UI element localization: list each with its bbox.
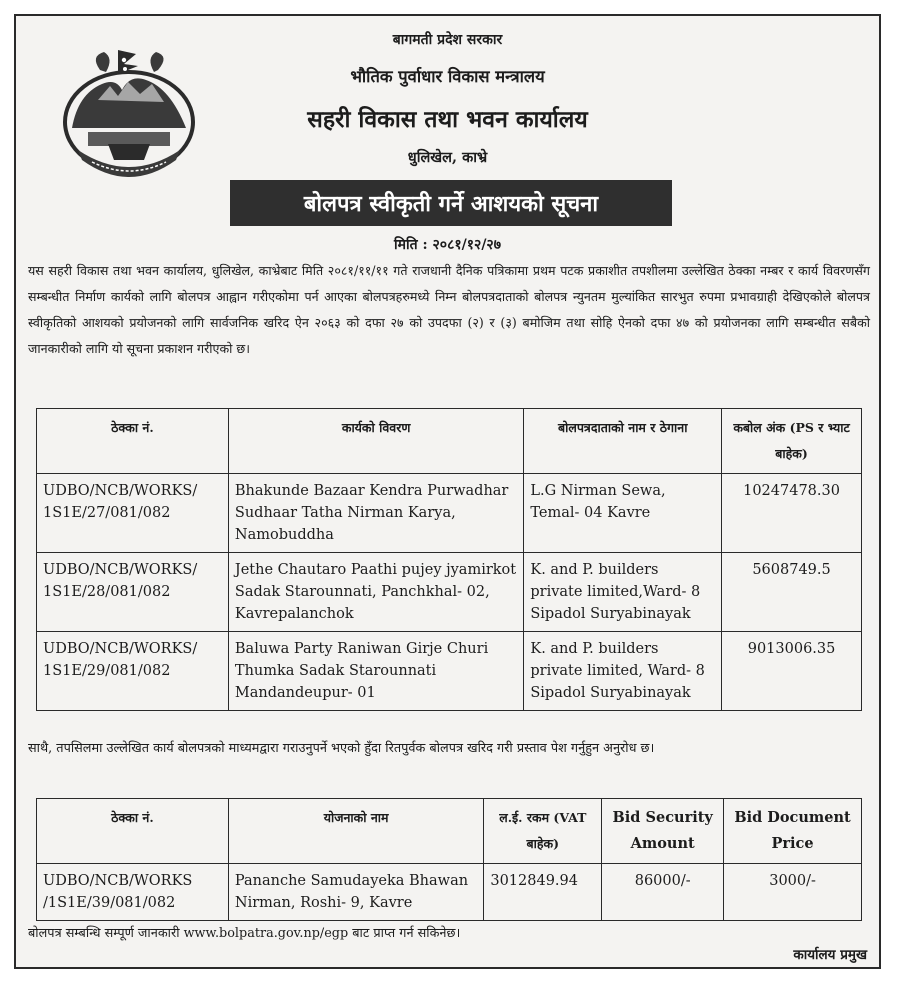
ministry-heading: भौतिक पुर्वाधार विकास मन्त्रालय	[350, 67, 545, 86]
table-header-row	[37, 799, 862, 864]
bid-security-cell: 86000/-	[602, 864, 724, 921]
contract-number-cell: UDBO/NCB/WORKS/ 1S1E/29/081/082	[37, 632, 229, 711]
bidder-cell: K. and P. builders private limited, Ward- 8 Sipadol Suryabinayak	[524, 632, 722, 711]
contract-number-cell: UDBO/NCB/WORKS/ 1S1E/28/081/082	[37, 553, 229, 632]
intro-paragraph: यस सहरी विकास तथा भवन कार्यालय, धुलिखेल, काभ्रेबाट मिति २०८१/११/११ गते राजधानी दैनिक पत्रिकामा प्रथम पटक प्रकाशीत तपशीलमा उल्लेखित ठेक्का नम्बर र कार्य विवरणसँग सम्बन्धीत निर्माण कार्यको लागि बोलपत्र आह्वान गरीएकोमा पर्न आएका बोलपत्रहरुमध्ये निम्न बोलपत्रदाताको बोलपत्र न्युनतम मुल्यांकित सारभुत रुपमा प्रभावग्राही देखिएकोले बोलपत्र स्वीकृतिको आशयको प्रयोजनको लागि सार्वजनिक खरिद ऐन २०६३ को दफा २७ को उपदफा (२) र (३) बमोजिम तथा सोहि ऐनको दफा ४७ को प्रयोजनका लागि सम्बन्धीत सबैको जानकारीको लागि यो सूचना प्रकाशन गरीएको छ।	[28, 263, 871, 356]
column-header: ल.ई. रकम (VAT बाहेक)	[484, 799, 602, 864]
bidder-cell: L.G Nirman Sewa, Temal- 04 Kavre	[524, 474, 722, 553]
table-row	[37, 474, 862, 553]
column-header: कार्यको विवरण	[228, 409, 523, 474]
notice-page	[14, 14, 881, 969]
work-description-cell: Bhakunde Bazaar Kendra Purwadhar Sudhaar Tatha Nirman Karya, Namobuddha	[228, 474, 523, 553]
column-header: Bid Security Amount	[602, 799, 724, 864]
bid-amount-cell: 10247478.30	[722, 474, 862, 553]
bid-amount-cell: 9013006.35	[722, 632, 862, 711]
column-header: कबोल अंक (PS र भ्याट बाहेक)	[722, 409, 862, 474]
work-description-cell: Jethe Chautaro Paathi pujey jyamirkot Sadak Starounnati, Panchkhal- 02, Kavrepalanchok	[228, 553, 523, 632]
notice-date: मिति : २०८१/१२/२७	[394, 237, 501, 253]
cost-estimate-cell: 3012849.94	[484, 864, 602, 921]
column-header: Bid Document Price	[724, 799, 862, 864]
bidder-cell: K. and P. builders private limited,Ward- 8 Sipadol Suryabinayak	[524, 553, 722, 632]
project-name-cell: Pananche Samudayeka Bhawan Nirman, Roshi- 9, Kavre	[228, 864, 483, 921]
table-row	[37, 864, 862, 921]
work-description-cell: Baluwa Party Raniwan Girje Churi Thumka Sadak Starounnati Mandandeupur- 01	[228, 632, 523, 711]
bid-invitation-table	[36, 798, 862, 921]
bolpatra-info-note: बोलपत्र सम्बन्धि सम्पूर्ण जानकारी www.bolpatra.gov.np/egp बाट प्राप्त गर्न सकिनेछ।	[28, 926, 461, 941]
contract-number-cell: UDBO/NCB/WORKS /1S1E/39/081/082	[37, 864, 229, 921]
table-row	[37, 632, 862, 711]
bid-amount-cell: 5608749.5	[722, 553, 862, 632]
column-header: योजनाको नाम	[228, 799, 483, 864]
province-government-heading: बागमती प्रदेश सरकार	[392, 32, 503, 48]
office-title: सहरी विकास तथा भवन कार्यालय	[307, 106, 588, 133]
bid-acceptance-table	[36, 408, 862, 711]
column-header: ठेक्का नं.	[37, 799, 229, 864]
office-location: धुलिखेल, काभ्रे	[407, 149, 488, 166]
bid-invitation-note: साथै, तपसिलमा उल्लेखित कार्य बोलपत्रको माध्यमद्वारा गराउनुपर्ने भएको हुँदा रितपुर्वक बोलपत्र खरिद गरी प्रस्ताव पेश गर्नुहुन अनुरोध छ।	[28, 741, 655, 756]
notice-title-banner: बोलपत्र स्वीकृती गर्ने आशयको सूचना	[230, 180, 672, 226]
signature: कार्यालय प्रमुख	[793, 947, 867, 963]
column-header: ठेक्का नं.	[37, 409, 229, 474]
bid-document-price-cell: 3000/-	[724, 864, 862, 921]
table-header-row	[37, 409, 862, 474]
contract-number-cell: UDBO/NCB/WORKS/ 1S1E/27/081/082	[37, 474, 229, 553]
table-row	[37, 553, 862, 632]
column-header: बोलपत्रदाताको नाम र ठेगाना	[524, 409, 722, 474]
